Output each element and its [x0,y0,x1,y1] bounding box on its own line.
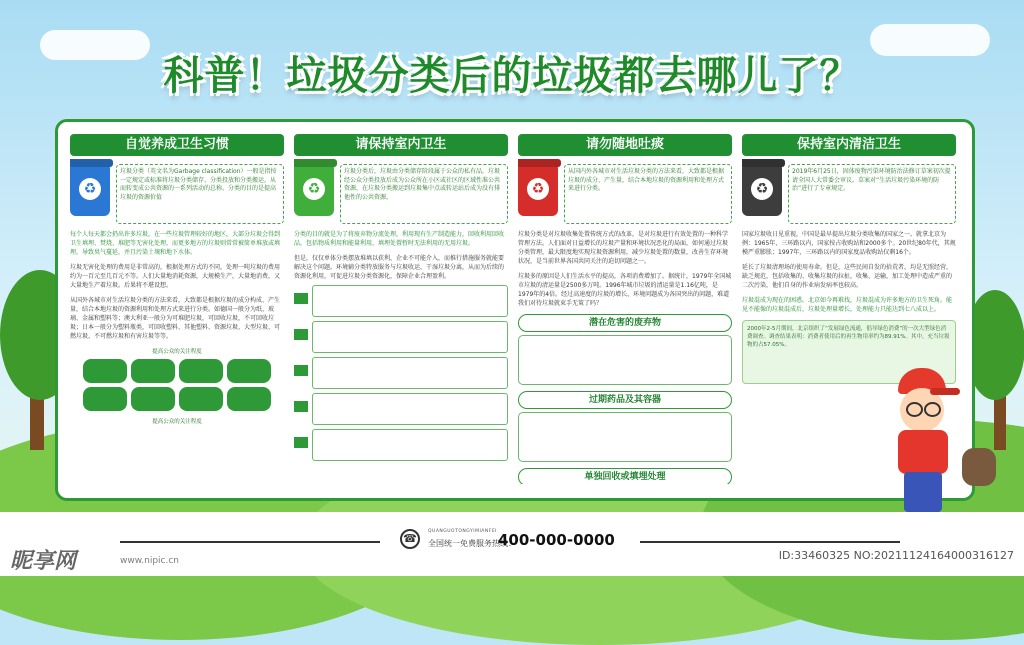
column-no-spitting [518,134,732,484]
list-item [294,321,508,353]
divider [640,541,900,543]
recycle-bin-icon: ♻ [518,164,558,216]
list-text [312,393,508,425]
cap-brim [930,388,960,395]
watermark-url: www.nipic.cn [120,556,179,566]
paragraph: 国家垃圾收日见重视，中国是最早提出垃圾分类收集的国家之一。就拿北京为例：1965年，三环路以内，国家按占收购站和2000多个。20世纪80年代，其规模严重膨胀；1997年，三环路以内的国家度品收购站仅剩16个。 [742,231,956,256]
list-text [312,429,508,461]
section-box [518,412,732,462]
bin-description: 垃圾分类后，垃圾由分类储存阶段属于公众的私有品，垃圾经公众分类投放后成为公众所在小区或社区的区域性准公共资源，在垃圾分类搬运到垃圾集中点或转运站后成为没有排他性的公共资源。 [340,164,508,224]
bullet-icon [294,401,308,412]
bin-description: 从国内外各城市对生活垃圾分类的方法来看，大致都是根据垃圾的成分、产生量，结合本地垃圾的资源利用和处理方式来进行分类。 [564,164,732,224]
bullet-icon [294,437,308,448]
paragraph: 垃圾混成为现在的困惑。北京如今再难找，垃圾混成为许多地方的卫生死角。能见不能像的垃圾混成后，垃圾处理量增长，处理能力只能达到七八成以上。 [742,297,953,313]
list-text [312,357,508,389]
phone-icon: ☎ [400,529,420,549]
column-indoor-hygiene [294,134,508,484]
recycle-bin-icon: ♻ [294,164,334,216]
recycle-bin-icon: ♻ [70,164,110,216]
list-text [312,285,508,317]
pill [131,387,175,411]
watermark-logo: 昵享网 [10,549,77,574]
hotline-label: 全国统一免费服务热线： [428,539,516,548]
pill [179,359,223,383]
list-item [294,285,508,317]
bullet-icon [294,329,308,340]
paragraph: 从国外各城市对生活垃圾分类的方法来看，大致都是根据垃圾的成分构成、产生量，结合本地垃圾的资源利用和处理方式来进行分类。如德国一般分为纸、玻璃、金属和塑料等；澳大利亚一般分为可堆肥垃圾，可回收垃圾，不可回收垃圾；日本一般分为塑料瓶类，可回收塑料、其他塑料、资源垃圾、大型垃圾、可燃垃圾、不可燃垃圾和有害垃圾等等。 [70,297,281,340]
section-label: 提高公众的关注程度 [152,349,202,355]
list-item [294,393,508,425]
pill [179,387,223,411]
section-heading: 过期药品及其容器 [518,391,732,409]
kid-illustration [880,368,990,518]
paragraph: 分类的目的就是为了将废弃物分流处理，利用现有生产制造能力，回收利用回收品，包括物质利用和能量利用，填埋处置暂时无法利用的无用垃圾。 [294,231,505,247]
list-item [294,357,508,389]
highlight-box: 2000年2-5月期间，北京组织了“发展绿色流通，倡导绿色消费”的一次大型绿色消费调查。调查结果表明：消费者使用后的再生物用率约为89.91%。其中，充当垃圾物的占57.05%。 [742,320,956,384]
list-item [294,429,508,461]
bullet-icon [294,293,308,304]
pill-grid [70,359,284,411]
pill [227,359,271,383]
bin-description: 2019年6月25日，固体废物污染环境防治法修订草案初次提请全国人大常委会审议。草案对“生活垃圾污染环境的防治”进行了专章规定。 [788,164,956,224]
section-box [518,335,732,385]
glasses [906,402,923,417]
pill [83,387,127,411]
column-heading: 自觉养成卫生习惯 [70,134,284,156]
section-label: 提高公众的关注程度 [152,419,202,425]
paragraph: 每个人每天都会扔出许多垃圾，在一些垃圾管理较好的地区，大部分垃圾会得到卫生填埋、焚烧、堆肥等无害化处理，而更多地方的垃圾则常常被简单堆放或填埋，导致臭气蔓延，并且污染土壤和地下水体。 [70,231,281,256]
bin-row [294,164,508,224]
column-heading: 请保持室内卫生 [294,134,508,156]
paragraph: 垃圾无害化处理的费用是非常高的，根据处理方式的不同，处理一吨垃圾的费用约为一百元至几百元不等。人们大量地消耗资源，大规模生产，大量地消费，又大量地生产着垃圾。后果将不堪设想。 [70,264,281,289]
paragraph: 但是，仅仅单体分类摆放堆填以获利，企业不可能介入，而推行措施服务就能要解决这个问题。环境辅分类特放服务与垃圾收运，干湿垃圾分离，从而为后续的资源化利用，可促进垃圾分类资源化，保障企业合理盈利。 [294,255,505,280]
paragraph: 垃圾多的原因是人们生活水平的提高，各项消费增加了。据统计，1979年全国城市垃圾的清运量是2500多万吨。1996年城市垃圾的清运量是1.16亿吨，是1979年的4倍。经过高速度的垃圾的增长，环境问题成为各国突出的问题，难道我们对待垃圾就束手无策了吗？ [518,273,732,307]
watermark-id: ID:33460325 NO:20211124164000316127 [778,549,1014,562]
glasses [924,402,941,417]
bin-row [518,164,732,224]
section-heading: 潜在危害的废弃物 [518,314,732,332]
column-heading: 请勿随地吐痰 [518,134,732,156]
bullet-icon [294,365,308,376]
recycle-bin-icon: ♻ [742,164,782,216]
shirt [898,430,948,474]
column-heading: 保持室内清洁卫生 [742,134,956,156]
paragraph: 垃圾分类是对垃圾收集处置传统方式的改革，是对垃圾进行有效处置的一种科学管理方法。人们面对日益增长的垃圾产量和环境状况恶化的局面，如何通过垃圾分类管理，最大限度地实现垃圾资源利用，减少垃圾处置的数量，改善生存环境状况，是当前世界各国共同关注的迫切问题之一。 [518,231,729,265]
pill [227,387,271,411]
recycle-bag-icon [962,448,996,486]
brand-pinyin: QUANGUOTONGYIMIANFEI [428,529,498,534]
page-title: 科普！垃圾分类后的垃圾都去哪儿了？ [163,53,861,99]
pill [131,359,175,383]
pill [83,359,127,383]
divider [120,541,380,543]
column-hygiene-habits [70,134,284,484]
list-text [312,321,508,353]
bin-row [742,164,956,224]
section-heading: 单独回收或填埋处理 [518,468,732,484]
hotline-number: 400-000-0000 [498,531,615,549]
pants [904,472,942,512]
bin-row [70,164,284,224]
bin-description: 垃圾分类（英文名为Garbage classification）一般是指按一定规定或标准将垃圾分类储存、分类投放和分类搬运，从而转变成公共资源的一系列活动的总称。分类的目的是提高垃圾的资源价值 [116,164,284,224]
paragraph: 延长了垃圾清理场的使用寿命。但是，这些民间自发的拾荒者，均是无照经营，缺乏规范，包括收集的、收集垃圾的拉扯，收集、运输，加工处理中造成严重的二次污染，他们自身的作业病发病率也较高。 [742,264,953,289]
